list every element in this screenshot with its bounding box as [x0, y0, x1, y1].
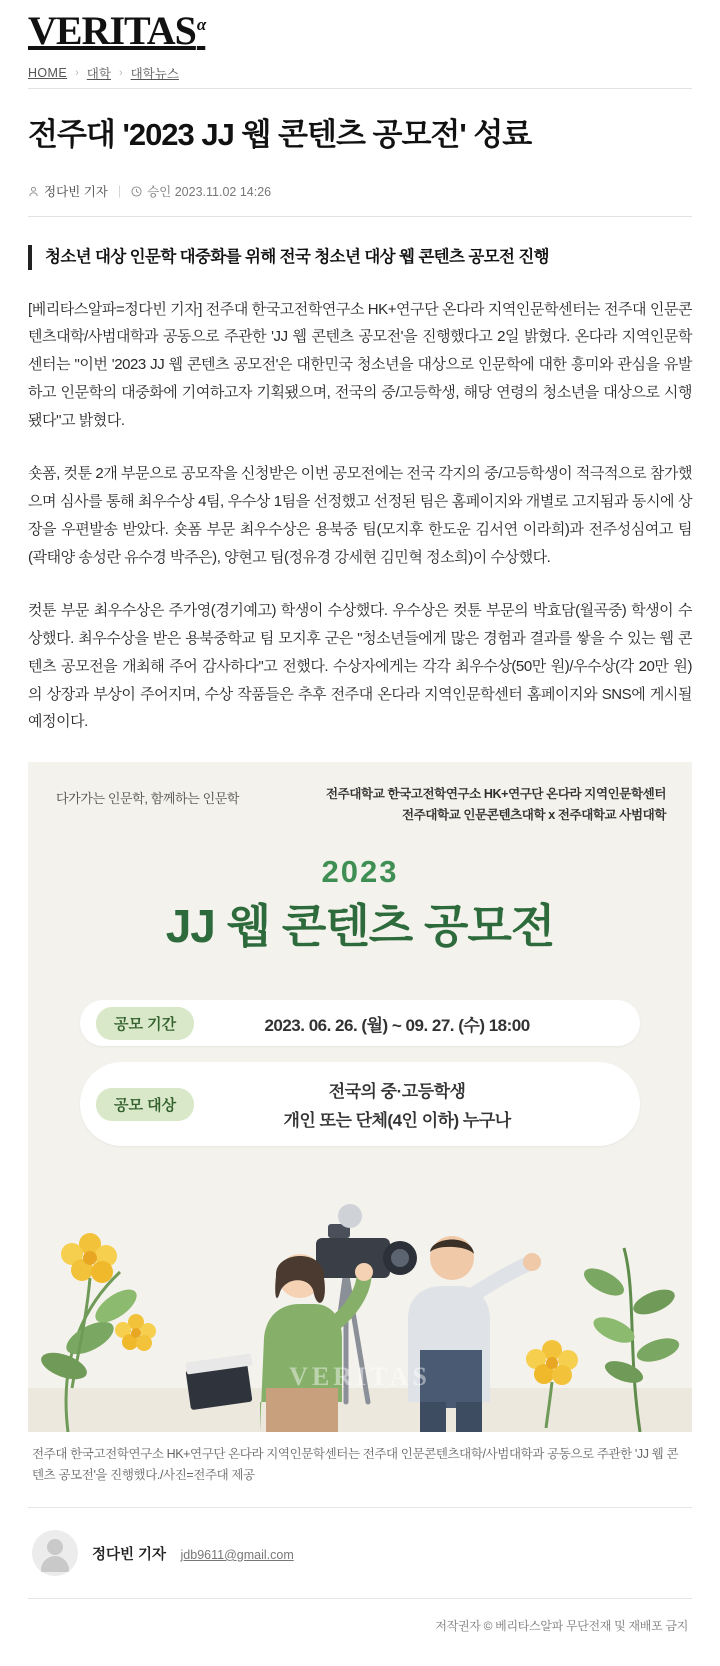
site-logo-text: VERITAS — [28, 8, 196, 53]
author-card[interactable] — [28, 1508, 692, 1599]
copyright-notice: 저작권자 © 베리타스알파 무단전재 및 재배포 금지 — [435, 1619, 688, 1634]
poster-period-value: 2023. 06. 26. (월) ~ 09. 27. (수) 18:00 — [264, 1015, 530, 1035]
poster-title: JJ 웹 콘텐츠 공모전 — [165, 900, 555, 953]
breadcrumb-item-university[interactable]: 대학 — [86, 67, 111, 81]
breadcrumb — [28, 56, 692, 89]
site-logo-alpha: α — [196, 15, 206, 34]
byline-divider: | — [117, 183, 122, 198]
article-paragraph: 숏폼, 컷툰 2개 부문으로 공모작을 신청받은 이번 공모전에는 전국 각지의 중/고등학생이 적극적으로 참가했으며 심사를 통해 최우수상 4팀, 우수상 1팀을 선정했고 선정된 팀은 홈페이지와 개별로 고지됨과 동시에 상장을 우편발송 받았다. 숏폼 부문 최우수상은 용북중 팀(모지후 한도운 김서연 이라희)과 전주성심여고 팀(곽태양 송성란 유수경 박주은), 양현고 팀(정유경 강세현 김민혁 정소희)이 수상했다. — [28, 465, 692, 566]
poster-organizers — [326, 784, 666, 825]
poster-target-value — [194, 1077, 640, 1131]
poster-tagline: 다가가는 인문학, 함께하는 인문학 — [56, 791, 240, 807]
poster-year: 2023 — [321, 854, 399, 890]
author-name: 정다빈 기자 — [92, 1546, 167, 1563]
article-paragraph: [베리타스알파=정다빈 기자] 전주대 한국고전학연구소 HK+연구단 온다라 지역인문학센터는 전주대 인문콘텐츠대학/사범대학과 공동으로 주관한 'JJ 웹 콘텐츠 공모전'을 진행했다고 2일 밝혔다. 온다라 지역인문학센터는 "이번 '2023 JJ 웹 콘텐츠 공모전'은 대한민국 청소년을 대상으로 인문학에 대한 흥미와 관심을 유발하고 인문학의 대중화에 기여하고자 기획됐으며, 전국의 중/고등학생, 해당 연령의 청소년을 대상으로 시행됐다"고 밝혔다. — [28, 300, 692, 429]
poster-organizer-line1: 전주대학교 한국고전학연구소 HK+연구단 온다라 지역인문학센터 — [326, 787, 666, 802]
site-masthead — [28, 0, 692, 56]
poster-target-line2: 개인 또는 단체(4인 이하) 누구나 — [283, 1111, 511, 1131]
poster-target-row — [80, 1062, 640, 1146]
avatar — [32, 1530, 78, 1576]
breadcrumb-item-university-news[interactable]: 대학뉴스 — [130, 67, 179, 81]
person-icon — [28, 186, 39, 197]
byline-date — [131, 182, 271, 200]
poster-organizer-line2: 전주대학교 인문콘텐츠대학 x 전주대학교 사범대학 — [401, 807, 666, 822]
poster-period-label: 공모 기간 — [96, 1007, 194, 1040]
poster-target-label: 공모 대상 — [96, 1088, 194, 1121]
breadcrumb-item-home[interactable]: HOME — [28, 66, 68, 80]
poster-target-line1: 전국의 중·고등학생 — [328, 1082, 466, 1102]
byline-reporter — [28, 182, 108, 200]
byline-date-text: 승인 2023.11.02 14:26 — [147, 184, 272, 199]
article-byline — [28, 182, 692, 217]
figure-caption: 전주대 한국고전학연구소 HK+연구단 온다라 지역인문학센터는 전주대 인문콘텐츠대학/사범대학과 공동으로 주관한 'JJ 웹 콘텐츠 공모전'을 진행했다./사진=전주대 제공 — [28, 1432, 692, 1508]
clock-icon — [131, 186, 142, 197]
page-title: 전주대 '2023 JJ 웹 콘텐츠 공모전' 성료 — [28, 117, 532, 152]
article-paragraph: 컷툰 부문 최우수상은 주가영(경기예고) 학생이 수상했다. 우수상은 컷툰 부문의 박효담(월곡중) 학생이 수상했다. 최우수상을 받은 용북중학교 팀 모지후 군은 "청소년들에게 많은 경험과 결과를 쌓을 수 있는 웹 콘텐츠 공모전을 개최해 주어 감사하다"고 전했다. 수상자에게는 각각 최우수상(50만 원)/우수상(각 20만 원)의 상장과 부상이 주어지며, 수상 작품들은 추후 전주대 온다라 지역인문학센터 홈페이지와 SNS에 게시될 예정이다. — [28, 602, 692, 731]
byline-reporter-name: 정다빈 기자 — [44, 184, 108, 199]
article-figure — [28, 762, 692, 1508]
contest-poster-image — [28, 762, 692, 1432]
poster-watermark: VERITAS — [289, 1362, 431, 1392]
article-body — [28, 296, 692, 737]
poster-period-row — [80, 1000, 640, 1046]
author-info — [92, 1543, 294, 1564]
chevron-right-icon: › — [75, 66, 79, 79]
author-email[interactable]: jdb9611@gmail.com — [180, 1547, 294, 1562]
article-subheadline: 청소년 대상 인문학 대중화를 위해 전국 청소년 대상 웹 콘텐츠 공모전 진행 — [28, 245, 692, 270]
site-logo[interactable] — [28, 10, 204, 52]
chevron-right-icon: › — [118, 66, 123, 79]
